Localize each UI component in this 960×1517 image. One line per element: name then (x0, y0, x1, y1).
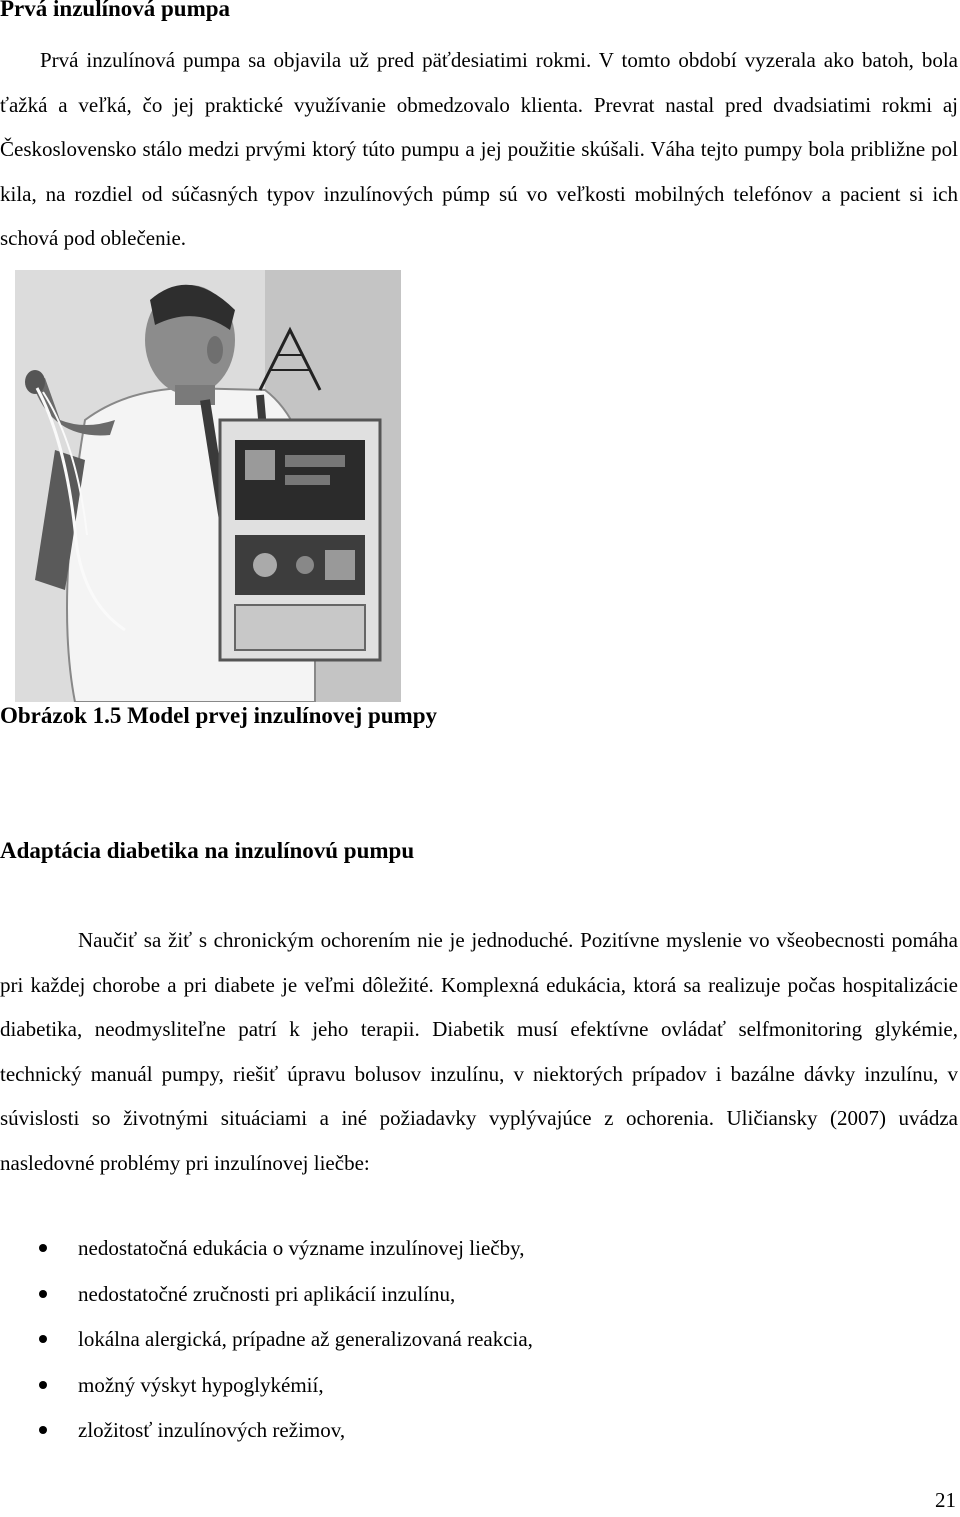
man-with-backpack-pump-illustration (15, 270, 401, 702)
list-item: nedostatočná edukácia o význame inzulínovej liečby, (0, 1226, 533, 1272)
section-heading: Adaptácia diabetika na inzulínovú pumpu (0, 838, 415, 863)
section-title: Prvá inzulínová pumpa (0, 0, 231, 21)
problems-list (0, 1226, 533, 1454)
list-item: lokálna alergická, prípadne až generalizovaná reakcia, (0, 1317, 533, 1363)
page-number: 21 (935, 1488, 956, 1512)
insulin-pump-photo (15, 270, 401, 702)
bullet-icon (39, 1426, 47, 1434)
intro-paragraph-text: Prvá inzulínová pumpa sa objavila už pred päťdesiatimi rokmi. V tomto období vyzerala ako batoh, bola ťažká a veľká, čo jej praktické využívanie obmedzovalo klienta. Prevrat nastal pred dvadsiatimi rokmi aj Československo stálo medzi prvými ktorý túto pumpu a jej použitie skúšali. Váha tejto pumpy bola približne pol kila, na rozdiel od súčasných typov inzulínových púmp sú vo veľkosti mobilných telefónov a pacient si ich schová pod oblečenie. (0, 48, 958, 250)
list-item: nedostatočné zručnosti pri aplikácií inzulínu, (0, 1272, 533, 1318)
bullet-icon (39, 1381, 47, 1389)
bullet-icon (39, 1335, 47, 1343)
adaptation-paragraph (0, 918, 958, 1185)
list-item: možný výskyt hypoglykémií, (0, 1363, 533, 1409)
intro-paragraph (0, 38, 958, 261)
bullet-icon (39, 1244, 47, 1252)
list-item: zložitosť inzulínových režimov, (0, 1408, 533, 1454)
adaptation-paragraph-text: Naučiť sa žiť s chronickým ochorením nie je jednoduché. Pozitívne myslenie vo všeobecnosti pomáha pri každej chorobe a pri diabete je veľmi dôležité. Komplexná edukácia, ktorá sa realizuje počas hospitalizácie diabetika, neodmysliteľne patrí k jeho terapii. Diabetik musí efektívne ovládať selfmonitoring glykémie, technický manuál pumpy, riešiť úpravu bolusov inzulínu, v niektorých prípadov i bazálne dávky inzulínu, v súvislosti so životnými situáciami a iné požiadavky vyplývajúce z ochorenia. Uličiansky (2007) uvádza nasledovné problémy pri inzulínovej liečbe: (0, 928, 958, 1175)
bullet-icon (39, 1290, 47, 1298)
figure-caption: Obrázok 1.5 Model prvej inzulínovej pumpy (0, 703, 438, 728)
